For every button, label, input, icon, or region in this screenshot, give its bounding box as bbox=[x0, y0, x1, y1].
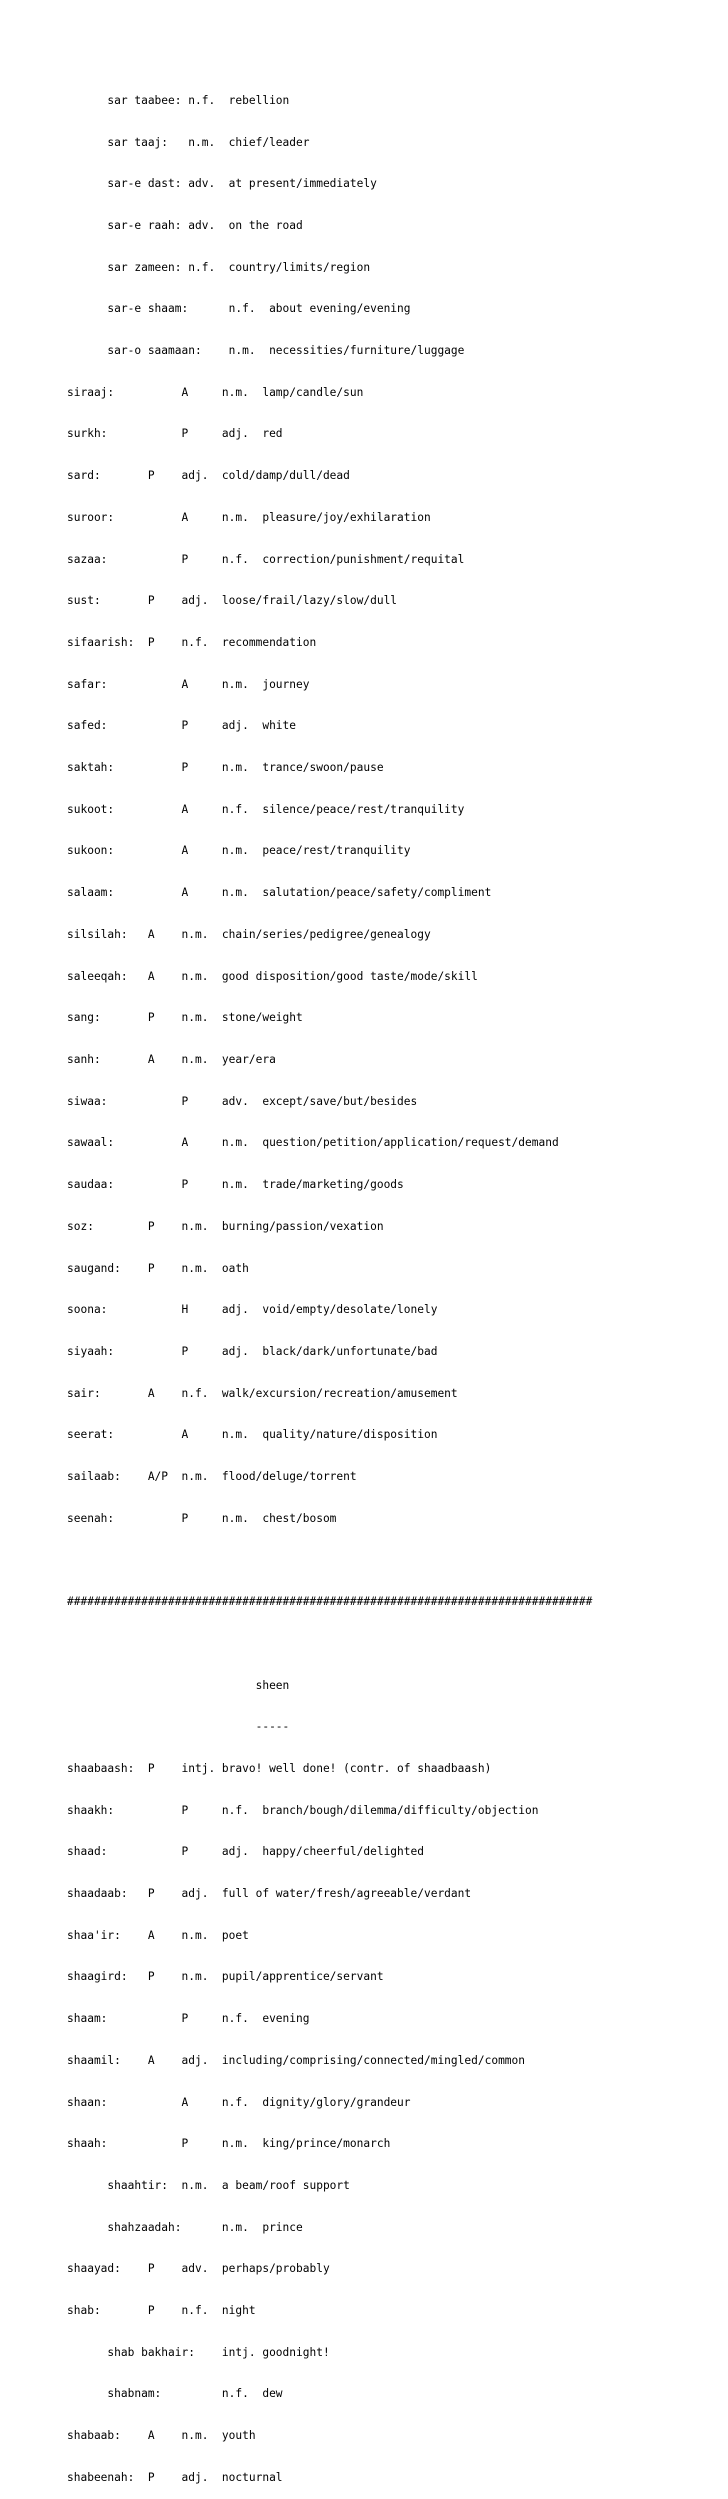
entry-sukoon: sukoon: A n.m. peace/rest/tranquility bbox=[67, 844, 411, 858]
entry-shaah: shaah: P n.m. king/prince/monarch bbox=[67, 2137, 391, 2151]
entry-shabnam: shabnam: n.f. dew bbox=[67, 2387, 283, 2401]
entry-siwaa: siwaa: P adv. except/save/but/besides bbox=[67, 1094, 418, 1108]
entry-seenah: seenah: P n.m. chest/bosom bbox=[67, 1511, 337, 1525]
entry-siyaah: siyaah: P adj. black/dark/unfortunate/bad bbox=[67, 1344, 438, 1358]
section-heading-underline: ----- bbox=[67, 1720, 290, 1734]
section-heading-sheen: sheen bbox=[67, 1678, 290, 1692]
entry-sifaarish: sifaarish: P n.f. recommendation bbox=[67, 635, 317, 649]
entry-safar: safar: A n.m. journey bbox=[67, 677, 310, 691]
entry-sailaab: sailaab: A/P n.m. flood/deluge/torrent bbox=[67, 1470, 357, 1484]
entry-siraaj: siraaj: A n.m. lamp/candle/sun bbox=[67, 385, 364, 399]
entry-sar-e-shaam: sar-e shaam: n.f. about evening/evening bbox=[67, 302, 411, 316]
entry-saleeqah: saleeqah: A n.m. good disposition/good taste/mode/skill bbox=[67, 969, 478, 983]
entry-soona: soona: H adj. void/empty/desolate/lonely bbox=[67, 1303, 438, 1317]
entry-sawaal: sawaal: A n.m. question/petition/application/request/demand bbox=[67, 1136, 559, 1150]
entry-soz: soz: P n.m. burning/passion/vexation bbox=[67, 1219, 384, 1233]
blank-line bbox=[67, 1637, 592, 1651]
entry-sar-zameen: sar zameen: n.f. country/limits/region bbox=[67, 260, 371, 274]
entry-safed: safed: P adj. white bbox=[67, 719, 297, 733]
entry-suroor: suroor: A n.m. pleasure/joy/exhilaration bbox=[67, 510, 431, 524]
entry-salaam: salaam: A n.m. salutation/peace/safety/compliment bbox=[67, 886, 492, 900]
entry-shahzaadah: shahzaadah: n.m. prince bbox=[67, 2220, 303, 2234]
entry-shaakh: shaakh: P n.f. branch/bough/dilemma/difficulty/objection bbox=[67, 1803, 539, 1817]
entry-seerat: seerat: A n.m. quality/nature/disposition bbox=[67, 1428, 438, 1442]
entry-silsilah: silsilah: A n.m. chain/series/pedigree/genealogy bbox=[67, 927, 431, 941]
entry-sang: sang: P n.m. stone/weight bbox=[67, 1011, 303, 1025]
entry-sazaa: sazaa: P n.f. correction/punishment/requital bbox=[67, 552, 465, 566]
document-text bbox=[67, 66, 592, 2499]
entry-shabeenah: shabeenah: P adj. nocturnal bbox=[67, 2470, 283, 2484]
entry-shaair: shaa'ir: A n.m. poet bbox=[67, 1928, 249, 1942]
entry-shaamil: shaamil: A adj. including/comprising/connected/mingled/common bbox=[67, 2053, 526, 2067]
blank-line bbox=[67, 1553, 592, 1567]
entry-shaan: shaan: A n.f. dignity/glory/grandeur bbox=[67, 2095, 411, 2109]
entry-saktah: saktah: P n.m. trance/swoon/pause bbox=[67, 761, 384, 775]
entry-shaam: shaam: P n.f. evening bbox=[67, 2012, 310, 2026]
entry-sanh: sanh: A n.m. year/era bbox=[67, 1052, 276, 1066]
entry-saugand: saugand: P n.m. oath bbox=[67, 1261, 249, 1275]
entry-shaahtir: shaahtir: n.m. a beam/roof support bbox=[67, 2178, 350, 2192]
entry-shaabaash: shaabaash: P intj. bravo! well done! (contr. of shaadbaash) bbox=[67, 1761, 492, 1775]
entry-shabaab: shabaab: A n.m. youth bbox=[67, 2429, 256, 2443]
entry-saudaa: saudaa: P n.m. trade/marketing/goods bbox=[67, 1178, 404, 1192]
entry-sar-e-raah: sar-e raah: adv. on the road bbox=[67, 218, 303, 232]
entry-sust: sust: P adj. loose/frail/lazy/slow/dull bbox=[67, 594, 398, 608]
entry-sar-o-saamaan: sar-o saamaan: n.m. necessities/furniture/luggage bbox=[67, 344, 465, 358]
entry-shaad: shaad: P adj. happy/cheerful/delighted bbox=[67, 1845, 424, 1859]
entry-sukoot: sukoot: A n.f. silence/peace/rest/tranquility bbox=[67, 802, 465, 816]
entry-surkh: surkh: P adj. red bbox=[67, 427, 283, 441]
entry-shaayad: shaayad: P adv. perhaps/probably bbox=[67, 2262, 330, 2276]
entry-shaadaab: shaadaab: P adj. full of water/fresh/agreeable/verdant bbox=[67, 1887, 472, 1901]
entry-sar-taabee: sar taabee: n.f. rebellion bbox=[67, 93, 290, 107]
entry-sard: sard: P adj. cold/damp/dull/dead bbox=[67, 469, 350, 483]
entry-sar-taaj: sar taaj: n.m. chief/leader bbox=[67, 135, 310, 149]
section-divider: ############################################################################## bbox=[67, 1595, 593, 1609]
entry-sair: sair: A n.f. walk/excursion/recreation/amusement bbox=[67, 1386, 458, 1400]
entry-shab-bakhair: shab bakhair: intj. goodnight! bbox=[67, 2345, 330, 2359]
entry-shab: shab: P n.f. night bbox=[67, 2304, 256, 2318]
entry-shaagird: shaagird: P n.m. pupil/apprentice/servant bbox=[67, 1970, 384, 1984]
entry-sar-e-dast: sar-e dast: adv. at present/immediately bbox=[67, 177, 377, 191]
